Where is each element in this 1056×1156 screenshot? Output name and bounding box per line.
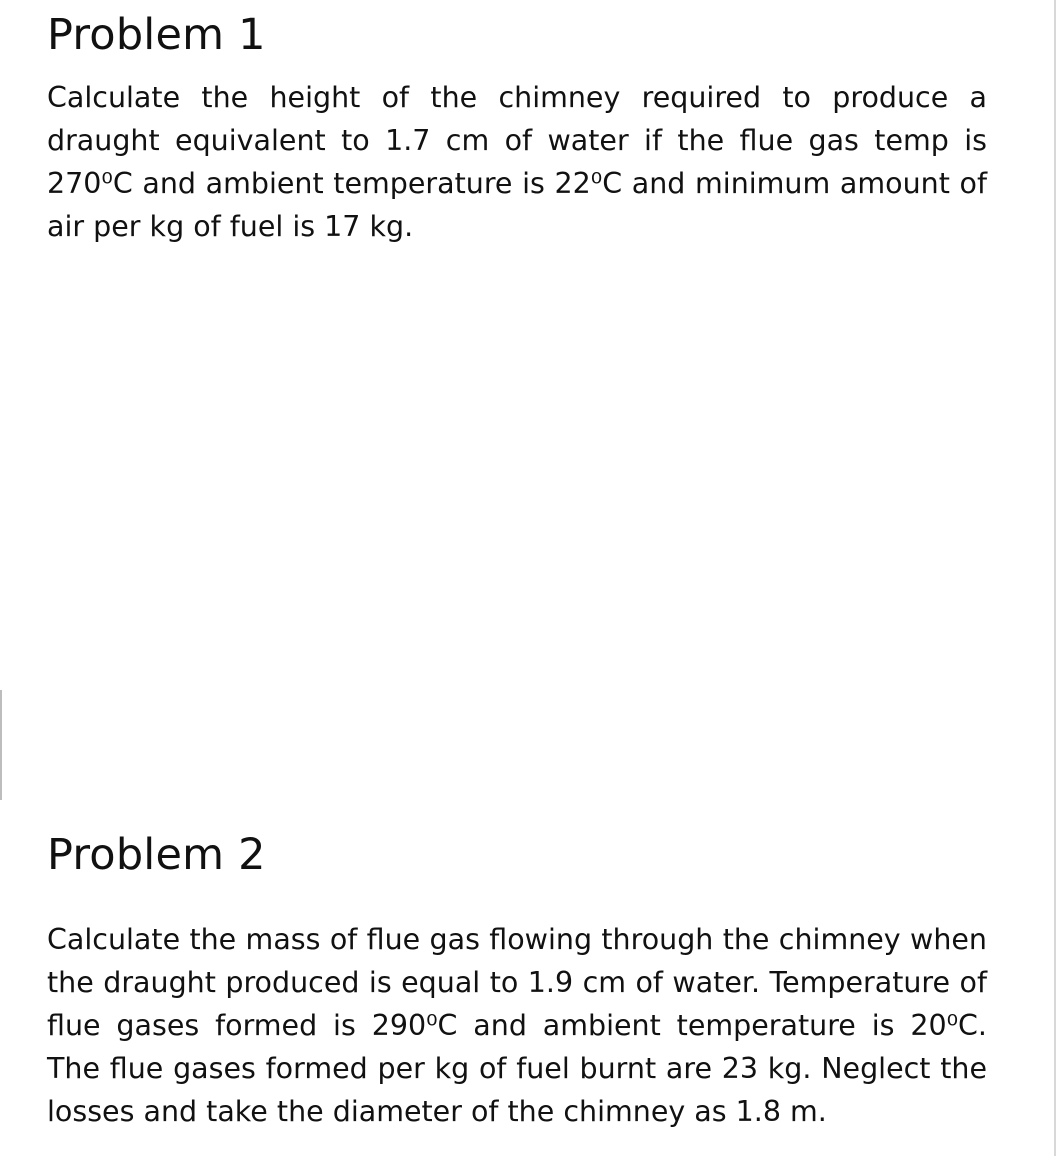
- problem-2-title: Problem 2: [47, 830, 266, 880]
- problem-1-text: Calculate the height of the chimney required to produce a draught equivalent to 1.7 cm of water if the flue gas temp is 270⁰C and ambient temperature is 22⁰C and minimum amount of air per kg of fuel is 17 kg.: [47, 81, 987, 243]
- problem-1-title: Problem 1: [47, 10, 266, 60]
- page-edge-mark: [0, 690, 2, 800]
- problem-2-text: Calculate the mass of flue gas flowing through the chimney when the draught produced is equal to 1.9 cm of water. Temperature of flue gases formed is 290⁰C and ambient temperature is 20⁰C. The flue gases formed per kg of fuel burnt are 23 kg. Neglect the losses and take the diameter of the chimney as 1.8 m.: [47, 923, 987, 1128]
